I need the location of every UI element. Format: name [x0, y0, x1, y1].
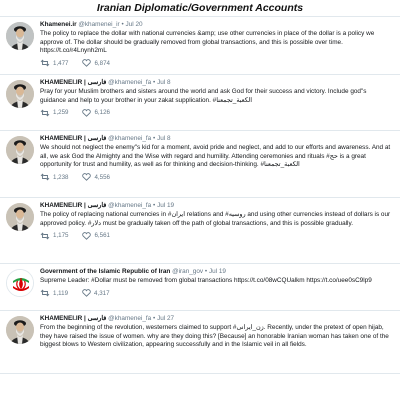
display-name[interactable]: Khamenei.ir — [40, 21, 77, 28]
like-count: 6,126 — [94, 109, 110, 117]
tweet-header — [40, 20, 394, 29]
retweet-button[interactable] — [40, 289, 68, 297]
like-count: 4,556 — [94, 173, 110, 181]
display-name[interactable]: Government of the Islamic Republic of Iran — [40, 268, 171, 275]
tweet-5[interactable] — [0, 263, 400, 310]
tweet-text: We should not neglect the enemy"s kid for a moment, avoid pride and neglect, and add to our efforts and awareness. And at all, we ask God the Almighty and the Wise with regard and humility. Attending ceremonies and rituals #حج is a great opportunity for trust and humility, as well as for thinking and decision-thinking. #الکعبة_تجمعنا — [40, 144, 391, 169]
avatar[interactable] — [6, 203, 34, 231]
avatar[interactable] — [6, 269, 34, 297]
tweet-header — [40, 78, 394, 87]
tweet-date[interactable]: Jul 27 — [157, 315, 175, 322]
like-button[interactable] — [82, 173, 109, 181]
retweet-icon — [40, 59, 50, 67]
tweet-actions — [40, 230, 394, 241]
heart-icon — [82, 173, 91, 181]
portrait-avatar-icon — [6, 136, 34, 164]
heart-icon — [82, 109, 91, 117]
like-button[interactable] — [82, 59, 109, 67]
portrait-avatar-icon — [6, 22, 34, 50]
separator: • — [204, 268, 208, 275]
display-name[interactable]: KHAMENEI.IR | فارسی — [40, 315, 107, 322]
tweet-text: The policy to replace the dollar with national currencies &amp; use other currencies in place of the dollar is a policy we approve of. The dollar should be gradually removed from global transactions, and this is possible over time. https://t.co/r4Lnynh2mL — [40, 30, 375, 55]
tweet-header — [40, 267, 394, 276]
tweet-text: Pray for your Muslim brothers and sisters around the world and ask God for their success and victory. Include god"s guidance and help to your brother in your zakat supplication. #الکعبة_تجمعنا — [40, 88, 367, 104]
separator: • — [121, 21, 124, 28]
tweet-actions — [40, 58, 394, 69]
display-name[interactable]: KHAMENEI.IR | فارسی — [40, 79, 107, 86]
retweet-count: 1,175 — [53, 232, 69, 240]
avatar[interactable] — [6, 136, 34, 164]
portrait-avatar-icon — [6, 316, 34, 344]
retweet-button[interactable] — [40, 109, 68, 117]
tweet-text: The policy of replacing national currencies in #ایران relations and #روسیه and using other currencies instead of dollars is our approved policy. #دلار must be gradually taken off the path of global transactions, and this is possible gradually. — [40, 211, 391, 227]
retweet-button[interactable] — [40, 173, 68, 181]
tweet-feed — [0, 16, 400, 374]
tweet-date[interactable]: Jul 20 — [125, 21, 143, 28]
separator: • — [153, 79, 156, 86]
heart-icon — [82, 59, 91, 67]
like-button[interactable] — [82, 232, 109, 240]
display-name[interactable]: KHAMENEI.IR | فارسی — [40, 202, 107, 209]
tweet-2[interactable] — [0, 74, 400, 130]
user-handle[interactable]: @khamenei_fa — [108, 315, 152, 322]
tweet-date[interactable]: Jul 8 — [157, 79, 171, 86]
tweet-text: From the beginning of the revolution, westerners claimed to support #زن_ایرانی. Recently, under the pretext of open hijab, they have raised the issue of women. why are they doing this? [Because] an honorable Iranian woman has taken one of the biggest blows to Western civilization, appearing successfully and in the Islamic veil in all fields. — [40, 324, 389, 349]
avatar[interactable] — [6, 316, 34, 344]
tweet-date[interactable]: Jul 8 — [157, 135, 171, 142]
retweet-icon — [40, 289, 50, 297]
tweet-text: Supreme Leader: #Dollar must be removed from global transactions https://t.co/08wCQUalkm https://t.co/uee0sC9lp9 — [40, 277, 372, 284]
tweet-header — [40, 134, 394, 143]
avatar[interactable] — [6, 22, 34, 50]
retweet-count: 1,238 — [53, 173, 69, 181]
user-handle[interactable]: @khamenei_ir — [78, 21, 120, 28]
separator: • — [153, 135, 156, 142]
display-name[interactable]: KHAMENEI.IR | فارسی — [40, 135, 107, 142]
retweet-icon — [40, 109, 50, 117]
page-title: Iranian Diplomatic/Government Accounts — [96, 2, 304, 14]
user-handle[interactable]: @khamenei_fa — [108, 135, 152, 142]
tweet-date[interactable]: Jul 19 — [157, 202, 175, 209]
like-count: 6,561 — [94, 232, 110, 240]
portrait-avatar-icon — [6, 80, 34, 108]
user-handle[interactable]: @iran_gov — [172, 268, 204, 275]
retweet-button[interactable] — [40, 232, 68, 240]
tweet-actions — [40, 172, 394, 183]
tweet-4[interactable] — [0, 197, 400, 263]
retweet-icon — [40, 173, 50, 181]
heart-icon — [82, 289, 91, 297]
heart-icon — [82, 232, 91, 240]
like-count: 4,317 — [94, 289, 110, 297]
retweet-count: 1,259 — [53, 109, 69, 117]
separator: • — [153, 202, 156, 209]
tweet-date[interactable]: Jul 19 — [208, 268, 226, 275]
like-button[interactable] — [82, 109, 109, 117]
retweet-button[interactable] — [40, 59, 68, 67]
retweet-icon — [40, 232, 50, 240]
iran-emblem-avatar-icon — [7, 270, 34, 297]
tweet-6[interactable] — [0, 310, 400, 374]
user-handle[interactable]: @khamenei_fa — [108, 202, 152, 209]
tweet-actions — [40, 288, 394, 299]
separator: • — [153, 315, 156, 322]
tweet-1[interactable] — [0, 16, 400, 74]
retweet-count: 1,477 — [53, 59, 69, 67]
tweet-actions — [40, 107, 394, 118]
avatar[interactable] — [6, 80, 34, 108]
like-count: 6,874 — [94, 59, 110, 67]
user-handle[interactable]: @khamenei_fa — [108, 79, 152, 86]
tweet-3[interactable] — [0, 130, 400, 197]
retweet-count: 1,119 — [53, 289, 69, 297]
like-button[interactable] — [82, 289, 109, 297]
tweet-header — [40, 314, 394, 323]
tweet-header — [40, 201, 394, 210]
portrait-avatar-icon — [6, 203, 34, 231]
